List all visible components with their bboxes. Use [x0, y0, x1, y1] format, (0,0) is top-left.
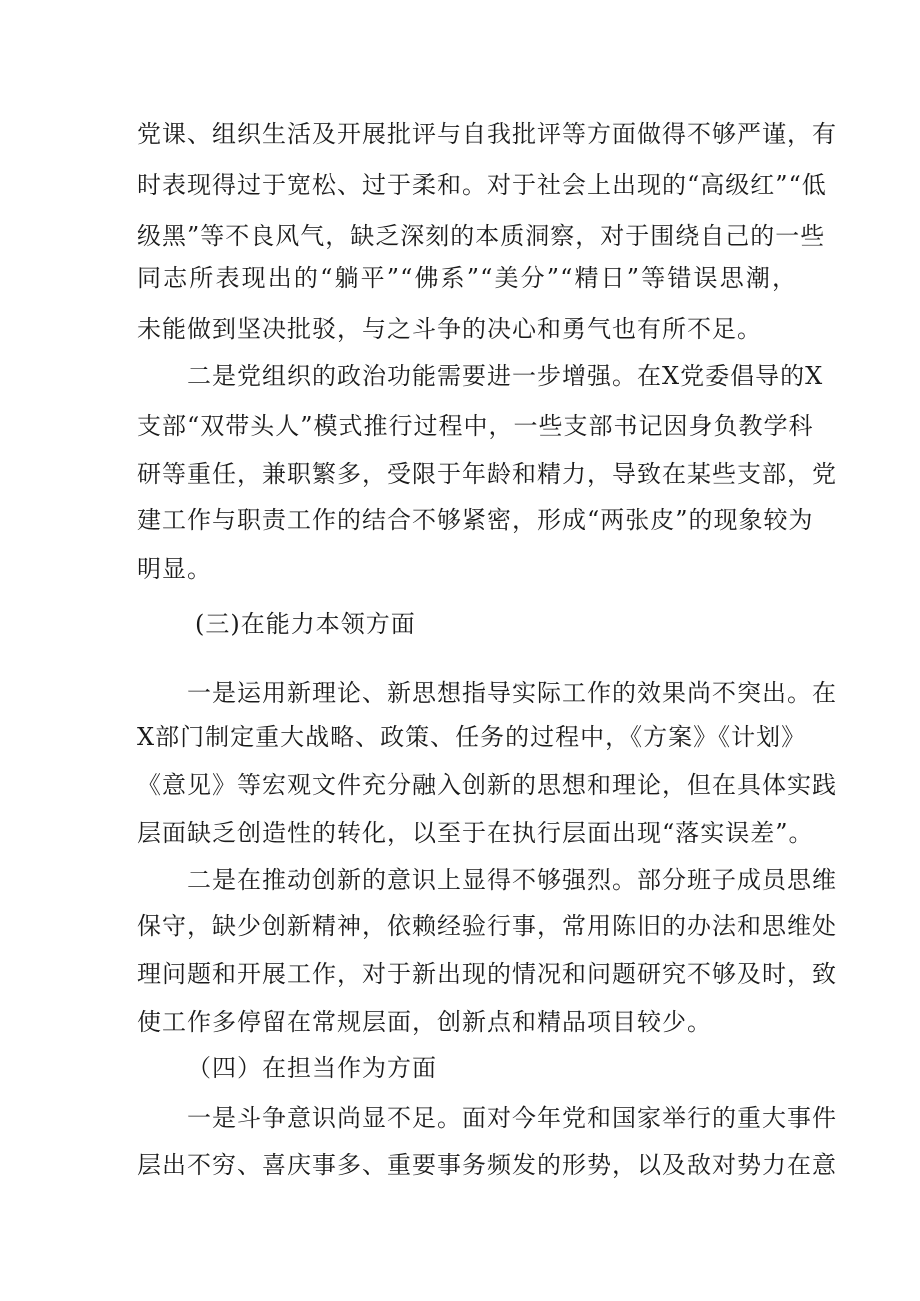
- text-line: 支部“双带头人”模式推行过程中，一些支部书记因身负教学科: [137, 412, 814, 440]
- text-line: 保守，缺少创新精神，依赖经验行事，常用陈旧的办法和思维处: [137, 912, 837, 940]
- text-line: 党课、组织生活及开展批评与自我批评等方面做得不够严谨，有: [137, 120, 837, 148]
- text-line: 明显。: [137, 555, 212, 583]
- text-line: 研等重任，兼职繁多，受限于年龄和精力，导致在某些支部，党: [137, 460, 837, 488]
- section-heading-3: (三)在能力本领方面: [195, 610, 416, 638]
- text-line: 层面缺乏创造性的转化，以至于在执行层面出现“落实误差”。: [137, 819, 814, 847]
- paragraph-start-line: 二是在推动创新的意识上显得不够强烈。部分班子成员思维: [187, 866, 837, 894]
- section-heading-4: （四）在担当作为方面: [187, 1054, 437, 1082]
- text-line: X部门制定重大战略、政策、任务的过程中，《方案》《计划》: [137, 723, 807, 751]
- paragraph-start-line: 一是斗争意识尚显不足。面对今年党和国家举行的重大事件: [187, 1104, 837, 1132]
- paragraph-start-line: 一是运用新理论、新思想指导实际工作的效果尚不突出。在: [187, 679, 837, 707]
- paragraph-start-line: 二是党组织的政治功能需要进一步增强。在X党委倡导的X: [187, 362, 824, 390]
- text-line: 《意见》等宏观文件充分融入创新的思想和理论，但在具体实践: [137, 771, 837, 799]
- text-line: 建工作与职责工作的结合不够紧密，形成“两张皮”的现象较为: [137, 506, 814, 534]
- text-line: 使工作多停留在常规层面，创新点和精品项目较少。: [137, 1008, 712, 1036]
- text-line: 未能做到坚决批驳，与之斗争的决心和勇气也有所不足。: [137, 315, 762, 343]
- text-line: 理问题和开展工作，对于新出现的情况和问题研究不够及时，致: [137, 960, 837, 988]
- text-line: 层出不穷、喜庆事多、重要事务频发的形势，以及敌对势力在意: [137, 1151, 837, 1179]
- text-line: 级黑”等不良风气，缺乏深刻的本质洞察，对于围绕自己的一些: [137, 222, 826, 250]
- text-line: 同志所表现出的“躺平”“佛系”“美分”“精日”等错误思潮，: [137, 264, 797, 292]
- text-line: 时表现得过于宽松、过于柔和。对于社会上出现的“高级红”“低: [137, 171, 827, 199]
